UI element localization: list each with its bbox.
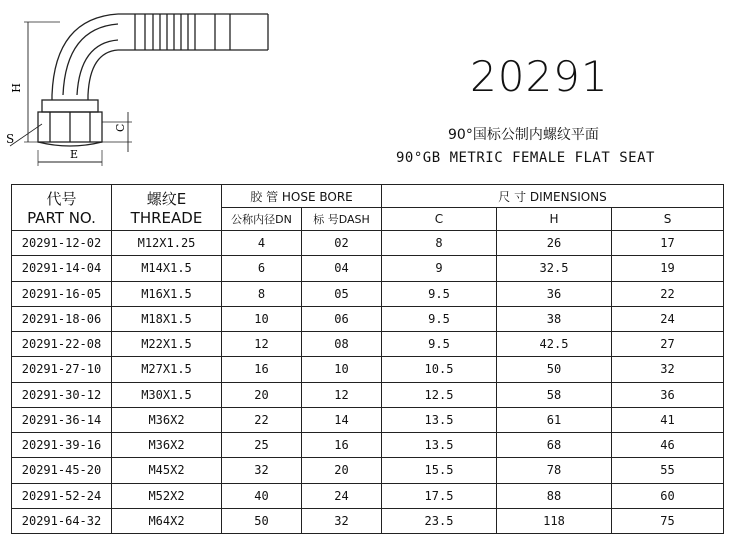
cell-dash: 02: [302, 231, 382, 256]
page-title: 20291: [470, 52, 609, 101]
header-h: H: [497, 208, 612, 231]
spec-table-body: [12, 231, 724, 534]
cell-dash: 08: [302, 332, 382, 357]
cell-part: 20291-52-24: [12, 483, 112, 508]
cell-h: 36: [497, 281, 612, 306]
header-thread-en: THREADE: [130, 209, 203, 227]
table-row: [12, 306, 724, 331]
cell-part: 20291-16-05: [12, 281, 112, 306]
cell-h: 118: [497, 508, 612, 533]
table-row: [12, 433, 724, 458]
table-row: [12, 407, 724, 432]
table-row: [12, 231, 724, 256]
cell-dash: 32: [302, 508, 382, 533]
cell-thread: M64X2: [112, 508, 222, 533]
cell-h: 32.5: [497, 256, 612, 281]
cell-dn: 16: [222, 357, 302, 382]
table-row: [12, 483, 724, 508]
cell-thread: M52X2: [112, 483, 222, 508]
cell-thread: M22X1.5: [112, 332, 222, 357]
cell-c: 9.5: [382, 281, 497, 306]
cell-h: 42.5: [497, 332, 612, 357]
cell-dash: 06: [302, 306, 382, 331]
cell-h: 61: [497, 407, 612, 432]
cell-s: 27: [612, 332, 724, 357]
spec-table: [11, 184, 724, 534]
cell-dash: 16: [302, 433, 382, 458]
cell-part: 20291-39-16: [12, 433, 112, 458]
fitting-drawing: [0, 0, 300, 175]
cell-dn: 32: [222, 458, 302, 483]
cell-dn: 4: [222, 231, 302, 256]
cell-dn: 12: [222, 332, 302, 357]
cell-c: 15.5: [382, 458, 497, 483]
cell-thread: M45X2: [112, 458, 222, 483]
header-s: S: [612, 208, 724, 231]
cell-c: 12.5: [382, 382, 497, 407]
cell-dash: 05: [302, 281, 382, 306]
cell-part: 20291-18-06: [12, 306, 112, 331]
cell-s: 17: [612, 231, 724, 256]
cell-h: 68: [497, 433, 612, 458]
cell-part: 20291-30-12: [12, 382, 112, 407]
cell-part: 20291-64-32: [12, 508, 112, 533]
table-row: [12, 281, 724, 306]
cell-thread: M12X1.25: [112, 231, 222, 256]
header-dn: 公称内径DN: [222, 208, 302, 231]
header-part-cn: 代号: [46, 190, 77, 208]
cell-dn: 10: [222, 306, 302, 331]
cell-dn: 40: [222, 483, 302, 508]
cell-s: 46: [612, 433, 724, 458]
cell-thread: M36X2: [112, 433, 222, 458]
cell-dn: 6: [222, 256, 302, 281]
cell-dash: 14: [302, 407, 382, 432]
cell-thread: M18X1.5: [112, 306, 222, 331]
drawing-label-c: C: [114, 123, 127, 132]
cell-part: 20291-14-04: [12, 256, 112, 281]
cell-dash: 04: [302, 256, 382, 281]
cell-thread: M36X2: [112, 407, 222, 432]
subtitle-en: 90°GB METRIC FEMALE FLAT SEAT: [396, 150, 655, 166]
cell-dash: 12: [302, 382, 382, 407]
cell-h: 38: [497, 306, 612, 331]
table-row: [12, 458, 724, 483]
cell-dash: 24: [302, 483, 382, 508]
cell-thread: M30X1.5: [112, 382, 222, 407]
cell-part: 20291-36-14: [12, 407, 112, 432]
cell-dash: 10: [302, 357, 382, 382]
cell-s: 22: [612, 281, 724, 306]
cell-s: 36: [612, 382, 724, 407]
cell-h: 78: [497, 458, 612, 483]
drawing-label-s: S: [6, 132, 15, 146]
cell-c: 13.5: [382, 433, 497, 458]
drawing-label-h: H: [10, 83, 23, 93]
cell-dn: 50: [222, 508, 302, 533]
header-part-en: PART NO.: [27, 209, 96, 227]
cell-h: 88: [497, 483, 612, 508]
cell-dn: 25: [222, 433, 302, 458]
cell-dash: 20: [302, 458, 382, 483]
cell-c: 9.5: [382, 332, 497, 357]
cell-thread: M27X1.5: [112, 357, 222, 382]
cell-c: 9.5: [382, 306, 497, 331]
cell-s: 24: [612, 306, 724, 331]
table-row: [12, 256, 724, 281]
cell-s: 19: [612, 256, 724, 281]
cell-s: 41: [612, 407, 724, 432]
table-row: [12, 332, 724, 357]
table-row: [12, 382, 724, 407]
cell-part: 20291-45-20: [12, 458, 112, 483]
cell-dn: 20: [222, 382, 302, 407]
cell-s: 60: [612, 483, 724, 508]
header-dash: 标 号DASH: [302, 208, 382, 231]
cell-h: 50: [497, 357, 612, 382]
cell-c: 9: [382, 256, 497, 281]
header-dimensions: 尺 寸 DIMENSIONS: [382, 185, 724, 208]
cell-part: 20291-27-10: [12, 357, 112, 382]
cell-s: 55: [612, 458, 724, 483]
header-thread-cn: 螺纹E: [146, 190, 187, 208]
cell-s: 32: [612, 357, 724, 382]
header-hose-bore: 胶 管 HOSE BORE: [222, 185, 382, 208]
header-c: C: [382, 208, 497, 231]
cell-dn: 8: [222, 281, 302, 306]
cell-c: 8: [382, 231, 497, 256]
cell-c: 10.5: [382, 357, 497, 382]
table-row: [12, 508, 724, 533]
header-thread: [112, 185, 222, 231]
cell-part: 20291-22-08: [12, 332, 112, 357]
drawing-label-e: E: [70, 148, 79, 161]
cell-c: 17.5: [382, 483, 497, 508]
cell-c: 23.5: [382, 508, 497, 533]
cell-s: 75: [612, 508, 724, 533]
cell-c: 13.5: [382, 407, 497, 432]
cell-h: 26: [497, 231, 612, 256]
cell-h: 58: [497, 382, 612, 407]
cell-part: 20291-12-02: [12, 231, 112, 256]
cell-thread: M14X1.5: [112, 256, 222, 281]
table-row: [12, 357, 724, 382]
header-part: [12, 185, 112, 231]
cell-dn: 22: [222, 407, 302, 432]
cell-thread: M16X1.5: [112, 281, 222, 306]
subtitle-cn: 90°国标公制内螺纹平面: [448, 127, 599, 143]
